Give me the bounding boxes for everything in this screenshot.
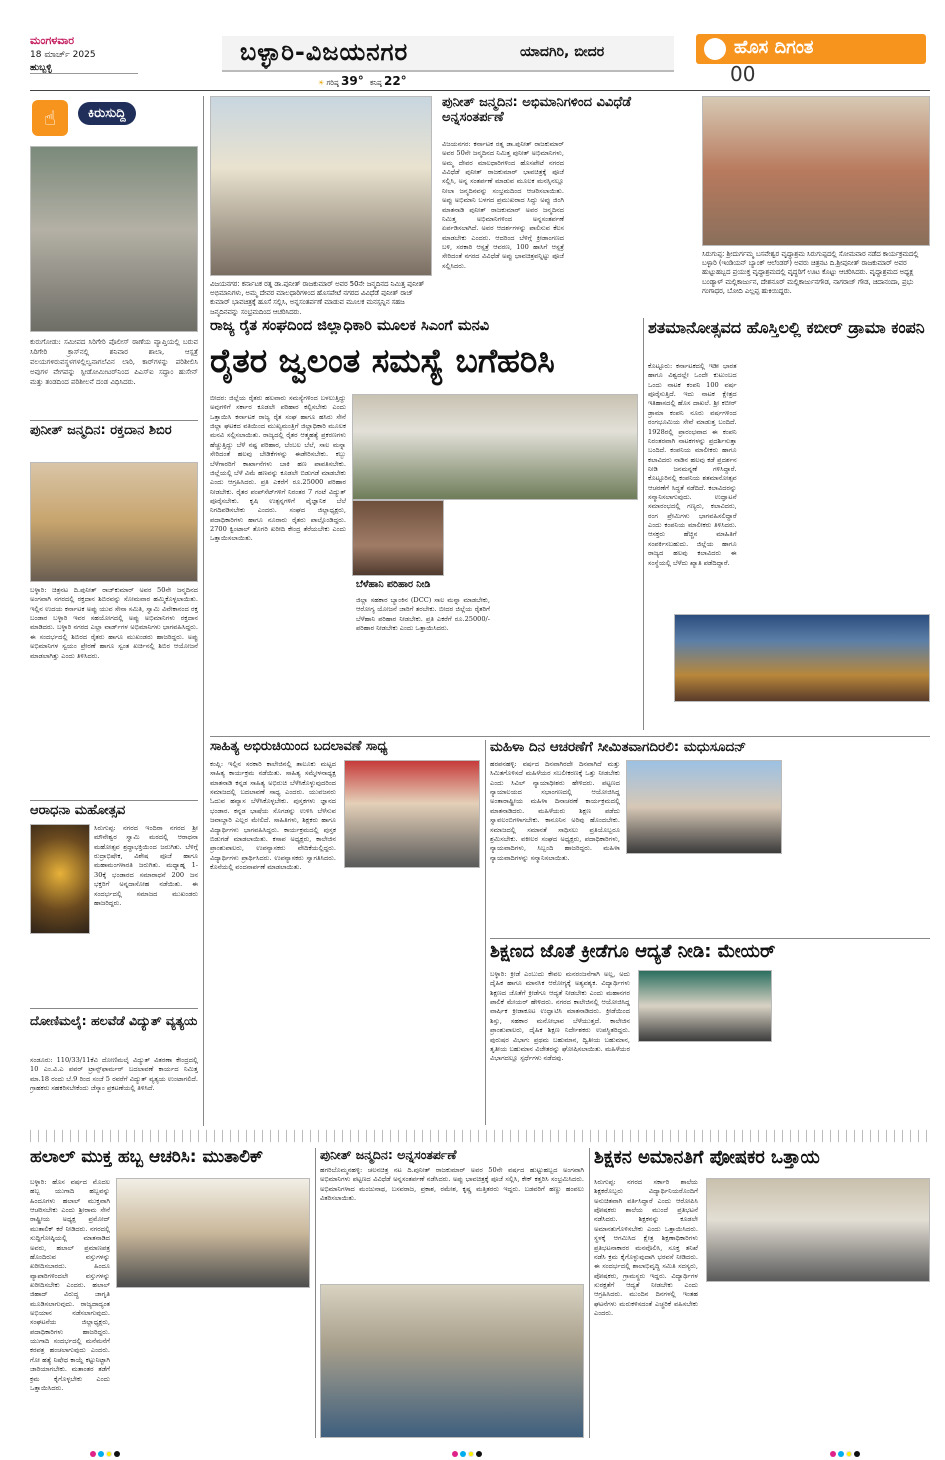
registration-dot-cyan: [460, 1451, 466, 1457]
farmers-headline: ರೈತರ ಜ್ವಲಂತ ಸಮಸ್ಯೆ ಬಗೆಹರಿಸಿ: [210, 341, 555, 380]
brief-photo-blood: [30, 462, 198, 582]
masthead-subtitle: ಯಾದಗಿರಿ, ಬೀದರ: [520, 44, 605, 60]
registration-dot-yellow: [468, 1451, 474, 1457]
mahila-body-col3: [790, 760, 930, 935]
brief-story4: ಸಂಡೂರು: 110/33/11ಕೆವಿ ದೋಣಿಮಲೈ ವಿದ್ಯುತ್ ವಿತರಣಾ ಕೇಂದ್ರದಲ್ಲಿ 10 ಎಂ.ವಿ.ಎ ಪವರ್ ಟ್ರಾನ್ಸ್‌ಫಾರ್ಮರ್ ಬದಲಾವಣೆ ಕಾರ್ಯದ ನಿಮಿತ್ತ ಮಾ.18 ರಂದು ಬೆ.9 ರಿಂದ ಸಂಜೆ 5 ರವರೆಗೆ ವಿದ್ಯುತ್ ವ್ಯತ್ಯಯ ಉಂಟಾಗಲಿದೆ. ಗ್ರಾಹಕರು ಸಹಕರಿಸಬೇಕೆಂದು ಜೆಸ್ಕಾಂ ಪ್ರಕಟಣೆಯಲ್ಲಿ ತಿಳಿಸಿದೆ.: [30, 1056, 198, 1093]
hand-pointing-icon: ☝: [32, 100, 68, 136]
paper-name: ಹೊಸ ದಿಗಂತ: [734, 37, 814, 58]
puneeth-bottom-headline: ಪುನೀತ್ ಜನ್ಮದಿನ: ಅನ್ನಸಂತರ್ಪಣೆ: [320, 1147, 457, 1162]
halal-headline: ಹಲಾಲ್ ಮುಕ್ತ ಹಬ್ಬ ಆಚರಿಸಿ: ಮುತಾಲಿಕ್: [30, 1147, 264, 1167]
mid-rule: [210, 736, 930, 737]
registration-dot-black: [114, 1451, 120, 1457]
registration-dot-yellow: [846, 1451, 852, 1457]
farmers-kicker: ರಾಜ್ಯ ರೈತ ಸಂಘದಿಂದ ಜಿಲ್ಲಾಧಿಕಾರಿ ಮೂಲಕ ಸಿಎಂಗೆ ಮನವಿ: [210, 318, 490, 334]
sports-body-col3: [780, 970, 930, 1125]
masthead-rule: [30, 90, 930, 91]
sahitya-rule: [485, 740, 486, 1125]
weather-min-label: ಕನಿಷ್ಠ: [369, 79, 382, 87]
oldage-home-caption: ಸಿರುಗುಪ್ಪ: ಶ್ರೀದುರ್ಗಮ್ಮ ಬಸವೇಶ್ವರ ವೃದ್ಧಾಶ್ರಮ ಸಿರುಗುಪ್ಪದಲ್ಲಿ ಸೋಮವಾರ ನಡೆದ ಕಾರ್ಯಕ್ರಮದಲ್ಲಿ ಬಳ್ಳಾರಿ (ಇಂಡಿಯನ್ ಬ್ಯಾಂಕ್ ಆಲೆಂಡರ್) ಅವರು ಚಿತ್ರನಟ ದಿ.ಶ್ರೀಪುನೀತ್ ರಾಜಕುಮಾರ್ ಅವರ ಹುಟ್ಟುಹಬ್ಬದ ಪ್ರಯುಕ್ತ ವೃದ್ಧಾಶ್ರಮದಲ್ಲಿ ವೃದ್ಧರಿಗೆ ಊಟ ಕೊಟ್ಟು ಆಚರಿಸಿದರು. ವೃದ್ಧಾಶ್ರಮದ ಅಧ್ಯಕ್ಷ ಬಂಡ್ಯಾಳ್ ಮಲ್ಲಿಕಾರ್ಜುನ, ದೇಶನೂರ್ ಮಲ್ಲಿಕಾರ್ಜುನಗೌಡ, ನಾಗರಾಜ್ ಗೌಡ, ಚಿದಾನಂದಾ, ಪ್ರಭು ಗಂಗಾಧರ, ಬೋದಿ ಎಲ್ಲಪ್ಪ ಹುಕಿಯಿದ್ದರು.: [702, 250, 919, 295]
brief-column: [30, 96, 198, 1126]
puneeth-bottom-body: ಹಗರಿಬೊಮ್ಮನಹಳ್ಳಿ: ಚಲನಚಿತ್ರ ನಟ ದಿ.ಪುನೀತ್ ರಾಜಕುಮಾರ್ ಅವರ 50ನೇ ವರ್ಷದ ಹುಟ್ಟುಹಬ್ಬದ ಅಂಗವಾಗಿ ಅಭಿಮಾನಿಗಳು ಪಟ್ಟಣದ ವಿವಿಧೆಡೆ ಅನ್ನಸಂತರ್ಪಣೆ ನಡೆಸಿದರು. ಅಪ್ಪು ಭಾವಚಿತ್ರಕ್ಕೆ ಪೂಜೆ ಸಲ್ಲಿಸಿ, ಕೇಕ್ ಕತ್ತರಿಸಿ ಸಂಭ್ರಮಿಸಿದರು. ಅಭಿಮಾನಿಗಳಾದ ಮಂಜುನಾಥ, ಬಸವರಾಜ, ಪ್ರಕಾಶ, ರಮೇಶ, ಕೃಷ್ಣ ಮತ್ತಿತರರು ಇದ್ದರು. ಬಡವರಿಗೆ ಹಣ್ಣು ಹಂಪಲು ವಿತರಿಸಲಾಯಿತು.: [320, 1166, 584, 1203]
kabir-headline: ಶತಮಾನೋತ್ಸವದ ಹೊಸ್ತಿಲಲ್ಲಿ ಕಬೀರ್ ಡ್ರಾಮಾ ಕಂಪನಿ: [648, 318, 925, 337]
mahila-story: [490, 740, 930, 935]
kabir-story: [648, 318, 930, 730]
brief-story4-heading: ದೋಣಿಮಲೈ: ಹಲವೆಡೆ ವಿದ್ಯುತ್ ವ್ಯತ್ಯಯ: [30, 1013, 198, 1028]
weather-max-label: ಗರಿಷ್ಠ: [326, 79, 339, 87]
farmers-subbody: ಜಿಲ್ಲಾ ಸಹಕಾರ ಬ್ಯಾಂಕಿನ (DCC) ಸಾಲ ಮನ್ನಾ ಮಾಡಬೇಕು, ಆರೋಗ್ಯ ಯೋಜನೆ ಜಾರಿಗೆ ತರಬೇಕು. ಬೀದರ ಜಿಲ್ಲೆಯ ರೈತರಿಗೆ ಬೆಳೆಹಾನಿ ಪರಿಹಾರ ನೀಡಬೇಕು. ಪ್ರತಿ ಎಕರೆಗೆ ರೂ.25000/- ಪರಿಹಾರ ನೀಡಬೇಕು ಎಂದು ಒತ್ತಾಯಿಸಿದರು.: [356, 596, 490, 633]
masthead: [0, 0, 945, 88]
brief-story3-heading: ಆರಾಧನಾ ಮಹೋತ್ಸವ: [30, 803, 126, 818]
brief-story3: ಸಿರುಗುಪ್ಪ: ನಗರದ ಇಂದಿರಾ ನಗರದ ಶ್ರೀ ಮೌನೇಶ್ವರ ಸ್ವಾಮಿ ಮಠದಲ್ಲಿ ಆರಾಧನಾ ಮಹೋತ್ಸವ ಶ್ರದ್ಧಾಭಕ್ತಿಯಿಂದ ಜರುಗಿತು. ಬೆಳಿಗ್ಗೆ ರುದ್ರಾಭಿಷೇಕ, ವಿಶೇಷ ಪೂಜೆ ಹಾಗೂ ಮಹಾಮಂಗಳಾರತಿ ಜರುಗಿತು. ಮಧ್ಯಾಹ್ನ 1-30ಕ್ಕೆ ಭಂಡಾರದ ಸಮಾರಾಧನೆ 200 ಜನ ಭಕ್ತರಿಗೆ ಅನ್ನದಾಸೋಹ ನಡೆಯಿತು. ಈ ಸಂದರ್ಭದಲ್ಲಿ ಸಮಾಜದ ಮುಖಂಡರು ಹಾಜರಿದ್ದರು.: [94, 824, 198, 907]
sports-headline: ಶಿಕ್ಷಣದ ಜೊತೆ ಕ್ರೀಡೆಗೂ ಆದ್ಯತೆ ನೀಡಿ: ಮೇಯರ್: [490, 941, 776, 962]
puneeth-tribute-caption: ವಿಜಯನಗರ: ಕರ್ನಾಟಕ ರತ್ನ ಡಾ.ಪುನೀತ್ ರಾಜಕುಮಾರ್ ಅವರ 50ನೇ ಜನ್ಮದಿನದ ನಿಮಿತ್ತ ಪುನೀತ್ ಅಭಿಮಾನಿಗಳು, ಅಮ್ಮ ದೇವರ ಮಾಲಧಾರಿಗಳಿಂದ ಹೊಸಪೇಟೆ ನಗರದ ವಿವಿಧೆಡೆ ಪುನೀತ್ ರಾಜ್ ಕುಮಾರ್ ಭಾವಚಿತ್ರಕ್ಕೆ ಹೂಸೆ ಸಲ್ಲಿಸಿ, ಅನ್ನಸಂತರ್ಪಣೆ ಮಾಡುವ ಮೂಲಕ ಮನಸ್ಸನ್ನಿನ ಸಹಜ ಜನ್ಮದಿನವನ್ನು ಸಂಭ್ರಮದಿಂದ ಆಚರಿಸಿದರು.: [210, 280, 425, 316]
sahitya-story: [210, 740, 480, 1125]
teacher-body: ಸಿರುಗುಪ್ಪ: ನಗರದ ಸರ್ಕಾರಿ ಶಾಲೆಯ ಶಿಕ್ಷಕರೊಬ್ಬರು ವಿದ್ಯಾರ್ಥಿನಿಯರೊಂದಿಗೆ ಅನುಚಿತವಾಗಿ ವರ್ತಿಸಿದ್ದಾರೆ ಎಂದು ಆರೋಪಿಸಿ ಪೋಷಕರು ಶಾಲೆಯ ಮುಂದೆ ಪ್ರತಿಭಟನೆ ನಡೆಸಿದರು. ಶಿಕ್ಷಕನನ್ನು ಕೂಡಲೇ ಅಮಾನತುಗೊಳಿಸಬೇಕು ಎಂದು ಒತ್ತಾಯಿಸಿದರು. ಸ್ಥಳಕ್ಕೆ ಆಗಮಿಸಿದ ಕ್ಷೇತ್ರ ಶಿಕ್ಷಣಾಧಿಕಾರಿಗಳು ಪ್ರತಿಭಟನಾಕಾರರ ಮನವೊಲಿಸಿ, ಸೂಕ್ತ ತನಿಖೆ ನಡೆಸಿ ಕ್ರಮ ಕೈಗೊಳ್ಳುವುದಾಗಿ ಭರವಸೆ ನೀಡಿದರು. ಈ ಸಂದರ್ಭದಲ್ಲಿ ಶಾಲಾಭಿವೃದ್ಧಿ ಸಮಿತಿ ಸದಸ್ಯರು, ಪೋಷಕರು, ಗ್ರಾಮಸ್ಥರು ಇದ್ದರು. ವಿದ್ಯಾರ್ಥಿಗಳ ಸುರಕ್ಷತೆಗೆ ಆದ್ಯತೆ ನೀಡಬೇಕು ಎಂದು ಆಗ್ರಹಿಸಿದರು. ಮುಂದಿನ ದಿನಗಳಲ್ಲಿ ಇಂತಹ ಘಟನೆಗಳು ಮರುಕಳಿಸದಂತೆ ಎಚ್ಚರಿಕೆ ವಹಿಸಬೇಕು ಎಂದರು.: [594, 1178, 698, 1318]
registration-dot-black: [854, 1451, 860, 1457]
sun-icon: ☀: [318, 79, 325, 87]
brief-divider-1: [30, 420, 198, 421]
weather-max: 39°: [341, 74, 364, 88]
teacher-body-col2: [706, 1288, 814, 1438]
sahitya-photo: [344, 760, 480, 868]
registration-dot-cyan: [838, 1451, 844, 1457]
registration-dot-cyan: [98, 1451, 104, 1457]
halal-body-col2: [116, 1294, 310, 1438]
brief-story1: ಕುರುಗೋಡು: ಸಮೀಪದ ಸಿರಿಗೇರಿ ಪೊಲೀಸ್ ಠಾಣೆಯ ವ್ಯಾಪ್ತಿಯಲ್ಲಿ ಬರುವ ಸಿರಿಗೇರಿ ಕ್ರಾಸ್‌ನಲ್ಲಿ ಶನಿವಾರ ಶಾಲಾ, ಆಸ್ಪತ್ರೆ ವಲಯಗಳಿರುವಸ್ಥಳಗಳಲ್ಲಿಲ್ವನಾಗಲೆವಿನ ಲಾರಿ, ಕಾರ್‌ಗಳನ್ನು ಪರಿಶೀಲಿಸಿ ಅವುಗಳ ವೇಗವನ್ನು ಸ್ಪೀಡೋಮೀಟರ್‌ನಿಂದ ಪಿಎಸ್‌ಐ ಸದ್ದಾಂ ಹುಸೇನ್ ಮತ್ತು ತಂಡದಿಂದ ಪರಿಶೀಲನೆ ದಂಡ ವಿಧಿಸಿದರು.: [30, 338, 198, 386]
sports-story: [490, 942, 930, 1125]
puneeth-story: [442, 96, 694, 352]
sports-rule: [490, 938, 930, 939]
footer-dots-mid: [452, 1442, 484, 1452]
mahila-photo: [626, 760, 782, 854]
sahitya-headline: ಸಾಹಿತ್ಯ ಅಭಿರುಚಿಯಿಂದ ಬದಲಾವಣೆ ಸಾಧ್ಯ: [210, 739, 388, 754]
masthead-city: ಹುಬ್ಬಳ್ಳಿ: [30, 63, 52, 73]
kabir-photo: [674, 614, 930, 702]
logo-emblem-icon: [704, 38, 726, 60]
puneeth-bottom-rule: [589, 1148, 590, 1438]
puneeth-tribute-photo: [210, 96, 432, 276]
masthead-date: 18 ಮಾರ್ಚ್ 2025: [30, 50, 96, 60]
brief-heading: ಕಿರುಸುದ್ದಿ: [78, 102, 136, 125]
puneeth-body: ವಿಜಯನಗರ: ಕರ್ನಾಟಕ ರತ್ನ ಡಾ.ಪುನೀತ್ ರಾಜಕುಮಾರ್ ಅವರ 50ನೇ ಜನ್ಮದಿನದ ನಿಮಿತ್ತ ಪುನೀತ್ ಅಭಿಮಾನಿಗಳು, ಅಮ್ಮ ದೇವರ ಮಾಲಧಾರಿಗಳಿಂದ ಹೊಸಪೇಟೆ ನಗರದ ವಿವಿಧೆಡೆ ಪುನೀತ್ ರಾಜಕುಮಾರ್ ಭಾವಚಿತ್ರಕ್ಕೆ ಪೂಜೆ ಸಲ್ಲಿಸಿ, ಅನ್ನ ಸಂತರ್ಪಣೆ ಮಾಡುವ ಮೂಲಕ ಮನಸ್ಸಿನಲ್ಲೂ ನೀಲಾ ಜನ್ಮದಿನವನ್ನು ಸಂಭ್ರಮದಿಂದ ಆಚರಿಸಲಾಯಿತು. ಅಪ್ಪು ಅಭಿಮಾನಿ ಬಳಗದ ಪ್ರಮುಖರಾದ ಸಿದ್ದು ಅಪ್ಪು ಜಿಂಗಿ ಮಾತನಾಡಿ ಪುನೀತ್ ರಾಜಕುಮಾರ್ ಅವರ ಜನ್ಮದಿನದ ನಿಮಿತ್ತ ಅಭಿಮಾನಿಗಳಿಂದ ಅನ್ನಸಂತರ್ಪಣೆ ಏರ್ಪಡಿಸಲಾಗಿದೆ. ಅವರ ಆದರ್ಶಗಳನ್ನು ಪಾಲಿಸುವ ಕೆಲಸ ಮಾಡಬೇಕು ಎಂದರು. ಆದರಿಂದ ಬೆಳಿಗ್ಗೆ ಕ್ರೀಡಾಂಗಣದ ಬಳಿ, ಸರಕಾರಿ ಆಸ್ಪತ್ರೆ ಆವರಣ, 100 ಹಾಸಿಗೆ ಆಸ್ಪತ್ರೆ ಸೇರಿದಂತೆ ನಗರದ ವಿವಿಧೆಡೆ ಅಪ್ಪು ಭಾವಚಿತ್ರವನ್ನಿಟ್ಟು ಪೂಜೆ ಸಲ್ಲಿಸಿದರು.: [442, 140, 564, 270]
kabir-body: ಕೊಟ್ಟೂರು: ಕರ್ನಾಟಕದಲ್ಲಿ ಇಡೀ ಭಾರತ ಹಾಗೂ ವಿಶ್ವದಲ್ಲೇ ಒಂದೇ ಕುಟುಂಬದ ಒಂದು ನಾಟಕ ಕಂಪನಿ 100 ವರ್ಷ ಪೂರೈಸುತ್ತಿದೆ. ಇದು ನಾಟಕ ಕ್ಷೇತ್ರದ ಇತಿಹಾಸದಲ್ಲಿ ಹೊಸ ದಾಖಲೆ. ಶ್ರೀ ಕಬೀರ್ ಡ್ರಾಮಾ ಕಂಪನಿ ನೂರು ವರ್ಷಗಳಿಂದ ರಂಗಭೂಮಿಯ ಸೇವೆ ಮಾಡುತ್ತ ಬಂದಿದೆ. 1928ರಲ್ಲಿ ಪ್ರಾರಂಭವಾದ ಈ ಕಂಪನಿ ನಿರಂತರವಾಗಿ ನಾಟಕಗಳನ್ನು ಪ್ರದರ್ಶಿಸುತ್ತಾ ಬಂದಿದೆ. ಕಂಪನಿಯ ಮಾಲೀಕರು ಹಾಗೂ ಕಲಾವಿದರು ನಾಡಿನ ಹಲವು ಕಡೆ ಪ್ರದರ್ಶನ ನೀಡಿ ಜನಮನ್ನಣೆ ಗಳಿಸಿದ್ದಾರೆ. ಕೊಟ್ಟೂರಿನಲ್ಲಿ ಕಂಪನಿಯ ಶತಮಾನೋತ್ಸವ ಆಚರಣೆಗೆ ಸಿದ್ಧತೆ ನಡೆದಿದೆ. ಕಲಾವಿದರನ್ನು ಸನ್ಮಾನಿಸಲಾಗುವುದು. ಉದ್ಘಾಟನೆ ಸಮಾರಂಭದಲ್ಲಿ ಗಣ್ಯರು, ಕಲಾವಿದರು, ರಂಗ ಪ್ರೇಮಿಗಳು ಭಾಗವಹಿಸಲಿದ್ದಾರೆ ಎಂದು ಕಂಪನಿಯ ಮಾಲೀಕರು ತಿಳಿಸಿದರು. ಆಸಕ್ತರು ಹೆಚ್ಚಿನ ಮಾಹಿತಿಗೆ ಸಂಪರ್ಕಿಸಬಹುದು. ಜಿಲ್ಲೆಯ ಹಾಗೂ ರಾಜ್ಯದ ಹಲವು ಕಲಾವಿದರು ಈ ಸಂಸ್ಥೆಯಲ್ಲಿ ಬೆಳೆದು ಖ್ಯಾತಿ ಪಡೆದಿದ್ದಾರೆ.: [648, 362, 737, 567]
teacher-story: [594, 1148, 930, 1438]
sports-photo: [638, 970, 772, 1042]
brief-divider-3: [30, 1008, 198, 1009]
farmers-body: ಬೀದರ: ಜಿಲ್ಲೆಯ ರೈತರು ಹಲವಾರು ಸಮಸ್ಯೆಗಳಿಂದ ಬಳಲುತ್ತಿದ್ದು ಅವುಗಳಿಗೆ ಸರ್ಕಾರ ಕೂಡಲೇ ಪರಿಹಾರ ಕಲ್ಪಿಸಬೇಕು ಎಂದು ಒತ್ತಾಯಿಸಿ ಕರ್ನಾಟಕ ರಾಜ್ಯ ರೈತ ಸಂಘ ಹಾಗೂ ಹಸಿರು ಸೇನೆ ಜಿಲ್ಲಾ ಘಟಕದ ವತಿಯಿಂದ ಮುಖ್ಯಮಂತ್ರಿಗೆ ಜಿಲ್ಲಾಧಿಕಾರಿ ಮೂಲಕ ಮನವಿ ಸಲ್ಲಿಸಲಾಯಿತು. ರಾಜ್ಯದಲ್ಲಿ ರೈತರ ಆತ್ಮಹತ್ಯೆ ಪ್ರಕರಣಗಳು ಹೆಚ್ಚುತ್ತಿದ್ದು ಬೆಳೆ ನಷ್ಟ ಪರಿಹಾರ, ಬೆಂಬಲ ಬೆಲೆ, ಸಾಲ ಮನ್ನಾ ಸೇರಿದಂತೆ ಹಲವು ಬೇಡಿಕೆಗಳನ್ನು ಈಡೇರಿಸಬೇಕು. ಕಬ್ಬು ಬೆಳೆಗಾರರಿಗೆ ಕಾರ್ಖಾನೆಗಳು ಬಾಕಿ ಹಣ ಪಾವತಿಸಬೇಕು. ಜಿಲ್ಲೆಯಲ್ಲಿ ಬೆಳೆ ವಿಮೆ ಹಣವನ್ನು ಕೂಡಲೇ ಬಿಡುಗಡೆ ಮಾಡಬೇಕು ಎಂದು ಆಗ್ರಹಿಸಿದರು. ಪ್ರತಿ ಎಕರೆಗೆ ರೂ.25000 ಪರಿಹಾರ ನೀಡಬೇಕು. ರೈತರ ಪಂಪ್‌ಸೆಟ್‌ಗಳಿಗೆ ನಿರಂತರ 7 ಗಂಟೆ ವಿದ್ಯುತ್ ಪೂರೈಸಬೇಕು. ಕೃಷಿ ಉತ್ಪನ್ನಗಳಿಗೆ ವೈಜ್ಞಾನಿಕ ಬೆಲೆ ನಿಗದಿಪಡಿಸಬೇಕು ಎಂದರು. ಸಂಘದ ಜಿಲ್ಲಾಧ್ಯಕ್ಷರು, ಪದಾಧಿಕಾರಿಗಳು ಹಾಗೂ ನೂರಾರು ರೈತರು ಪಾಲ್ಗೊಂಡಿದ್ದರು. 2700 ಕ್ವಿಂಟಾಲ್ ತೊಗರಿ ಖರೀದಿ ಕೇಂದ್ರ ತೆರೆಯಬೇಕು ಎಂದು ಒತ್ತಾಯಿಸಲಾಯಿತು.: [210, 394, 346, 543]
halal-body: ಬಳ್ಳಾರಿ: ಹೊಸ ವರ್ಷದ ಮೊದಲ ಹಬ್ಬ ಯುಗಾದಿ ಹಬ್ಬವನ್ನು ಹಿಂದೂಗಳು ಹಲಾಲ್ ಮುಕ್ತವಾಗಿ ಆಚರಿಸಬೇಕು ಎಂದು ಶ್ರೀರಾಮ ಸೇನೆ ರಾಷ್ಟ್ರೀಯ ಅಧ್ಯಕ್ಷ ಪ್ರಮೋದ್ ಮುತಾಲಿಕ್ ಕರೆ ನೀಡಿದರು. ನಗರದಲ್ಲಿ ಸುದ್ದಿಗೋಷ್ಠಿಯಲ್ಲಿ ಮಾತನಾಡಿದ ಅವರು, ಹಲಾಲ್ ಪ್ರಮಾಣಪತ್ರ ಹೊಂದಿರುವ ವಸ್ತುಗಳನ್ನು ಖರೀದಿಸಬಾರದು. ಹಿಂದೂ ವ್ಯಾಪಾರಿಗಳಿಂದಲೇ ವಸ್ತುಗಳನ್ನು ಖರೀದಿಸಬೇಕು ಎಂದರು. ಹಲಾಲ್ ಜಿಹಾದ್ ವಿರುದ್ಧ ಜಾಗೃತಿ ಮೂಡಿಸಲಾಗುವುದು. ರಾಜ್ಯದಾದ್ಯಂತ ಅಭಿಯಾನ ನಡೆಸಲಾಗುವುದು. ಸಂಘಟನೆಯ ಜಿಲ್ಲಾಧ್ಯಕ್ಷರು, ಪದಾಧಿಕಾರಿಗಳು ಹಾಜರಿದ್ದರು. ಯುಗಾದಿ ಸಂದರ್ಭದಲ್ಲಿ ಮನೆಮನೆಗೆ ಕರಪತ್ರ ಹಂಚಲಾಗುವುದು ಎಂದರು. ಗೋ ಹತ್ಯೆ ನಿಷೇಧ ಕಾಯ್ದೆ ಕಟ್ಟುನಿಟ್ಟಾಗಿ ಜಾರಿಯಾಗಬೇಕು. ಮತಾಂತರ ತಡೆಗೆ ಕ್ರಮ ಕೈಗೊಳ್ಳಬೇಕು ಎಂದು ಒತ್ತಾಯಿಸಿದರು.: [30, 1178, 110, 1392]
farmers-rule: [643, 318, 644, 730]
sports-body-col2: [638, 1046, 772, 1125]
mahila-headline: ಮಹಿಳಾ ದಿನ ಆಚರಣೆಗೆ ಸೀಮಿತವಾಗದಿರಲಿ: ಮಧುಸೂದನ್: [490, 739, 747, 755]
brief-photo-deity: [30, 824, 90, 934]
farmers-subheading: ಬೆಳೆಹಾನಿ ಪರಿಹಾರ ನೀಡಿ: [356, 579, 431, 590]
page-number: 00: [730, 62, 756, 86]
masthead-day: ಮಂಗಳವಾರ: [30, 34, 75, 47]
left-column-rule: [203, 96, 204, 1126]
brief-divider-2: [30, 800, 198, 801]
sahitya-body-col2: [344, 872, 480, 1125]
brief-story2-heading: ಪುನೀತ್ ಜನ್ಮದಿನ: ರಕ್ತದಾನ ಶಿಬಿರ: [30, 423, 172, 438]
teacher-photo: [706, 1178, 930, 1282]
footer-dots-right: [830, 1442, 862, 1452]
halal-story: [30, 1148, 310, 1438]
farmers-body-col3: [498, 580, 638, 730]
farmers-photo: [352, 394, 638, 500]
masthead-title: ಬಳ್ಳಾರಿ-ವಿಜಯನಗರ: [240, 38, 409, 66]
teacher-body-col3: [822, 1288, 930, 1438]
sports-body: ಬಳ್ಳಾರಿ: ಕ್ರೀಡೆ ಎಂಬುದು ಕೇವಲ ಮನರಂಜನೆಗಾಗಿ ಅಲ್ಲ, ಅದು ದೈಹಿಕ ಹಾಗೂ ಮಾನಸಿಕ ಆರೋಗ್ಯಕ್ಕೆ ಅತ್ಯವಶ್ಯಕ. ವಿದ್ಯಾರ್ಥಿಗಳು ಶಿಕ್ಷಣದ ಜೊತೆಗೆ ಕ್ರೀಡೆಗೂ ಆದ್ಯತೆ ನೀಡಬೇಕು ಎಂದು ಮಹಾನಗರ ಪಾಲಿಕೆ ಮೇಯರ್ ಹೇಳಿದರು. ನಗರದ ಕಾಲೇಜಿನಲ್ಲಿ ಆಯೋಜಿಸಿದ್ದ ವಾರ್ಷಿಕ ಕ್ರೀಡಾಕೂಟ ಉದ್ಘಾಟಿಸಿ ಮಾತನಾಡಿದರು. ಕ್ರೀಡೆಯಿಂದ ಶಿಸ್ತು, ಸಹಕಾರ ಮನೋಭಾವ ಬೆಳೆಯುತ್ತದೆ. ಕಾಲೇಜಿನ ಪ್ರಾಂಶುಪಾಲರು, ದೈಹಿಕ ಶಿಕ್ಷಣ ನಿರ್ದೇಶಕರು ಉಪಸ್ಥಿತರಿದ್ದರು. ಪುರುಷರ ವಿಭಾಗ: ಪ್ರಥಮ ಬಹುಮಾನ, ದ್ವಿತೀಯ ಬಹುಮಾನ, ತೃತೀಯ ಬಹುಮಾನ ವಿಜೇತರನ್ನು ಘೋಷಿಸಲಾಯಿತು. ಮಹಿಳೆಯರ ವಿಭಾಗದಲ್ಲೂ ಸ್ಪರ್ಧೆಗಳು ನಡೆದವು.: [490, 970, 630, 1063]
brief-header: [30, 96, 198, 140]
oldage-home-photo: [702, 96, 930, 246]
masthead-date-box: [30, 34, 138, 74]
puneeth-bottom-photo: [320, 1284, 584, 1438]
registration-dot-magenta: [830, 1451, 836, 1457]
farmers-inset-photo: [352, 500, 444, 576]
brief-story2: ಬಳ್ಳಾರಿ: ಚಿತ್ರನಟ ದಿ.ಪುನೀತ್ ರಾಜ್‌ಕುಮಾರ್ ಅವರ 50ನೇ ಜನ್ಮದಿನದ ಅಂಗವಾಗಿ ನಗರದಲ್ಲಿ ರಕ್ತದಾನ ಶಿಬಿರವನ್ನು ಸೋಮವಾರ ಹಮ್ಮಿಕೊಳ್ಳಲಾಯಿತು. ಇಲ್ಲಿನ ಉದಯ ಕರ್ನಾಟಕ ಅಪ್ಪು ಯುವ ಸೇನಾ ಸಮಿತಿ, ಸ್ವಾಮಿ ವಿವೇಕಾನಂದ ರಕ್ತ ಬಂಡಾರ ಬಳ್ಳಾರಿ ಇವರ ಸಹಯೋಗದಲ್ಲಿ ಅಪ್ಪು ಅಭಿಮಾನಿಗಳು ರಕ್ತದಾನ ಮಾಡಿದರು. ಬಳ್ಳಾರಿ ನಗರದ ಎಲ್ಲಾ ವಾರ್ಡ್‌ಗಳ ಅಭಿಮಾನಿಗಳು ಭಾಗವಹಿಸಿದ್ದರು. ಈ ಸಂದರ್ಭದಲ್ಲಿ ಶಿಬಿರದ ರೈತರು ಹಾಗೂ ಮುಖಂಡರು ಹಾಜರಿದ್ದರು. ಅಪ್ಪು ಅಭಿಮಾನಿಗಳ ಸ್ವಯಂ ಪ್ರೇರಣೆ ಹಾಗೂ ಸ್ವಂತ ಖರ್ಚಿನಲ್ಲಿ ಶಿಬಿರ ಆಯೋಜನೆ ಮಾಡಲಾಗಿತ್ತು ಎಂದು ತಿಳಿಸಿದರು.: [30, 586, 198, 660]
registration-dot-black: [476, 1451, 482, 1457]
paper-logo: [696, 34, 926, 64]
registration-dot-yellow: [106, 1451, 112, 1457]
masthead-title-bar: [222, 36, 674, 72]
halal-photo: [116, 1178, 310, 1288]
farmers-story: [210, 318, 638, 730]
footer-dots-left: [90, 1442, 122, 1452]
registration-dot-magenta: [452, 1451, 458, 1457]
section-separator: [30, 1130, 930, 1142]
puneeth-headline: ಪುನೀತ್ ಜನ್ಮದಿನ: ಅಭಿಮಾನಿಗಳಿಂದ ವಿವಿಧೆಡೆ ಅನ್ನಸಂತರ್ಪಣೆ: [442, 95, 632, 125]
sahitya-body: ಕಂಪ್ಲಿ: ಇಲ್ಲಿನ ಸರಕಾರಿ ಕಾಲೇಜಿನಲ್ಲಿ ತಾಲೂಕು ಮಟ್ಟದ ಸಾಹಿತ್ಯ ಕಾರ್ಯಕ್ರಮ ನಡೆಯಿತು. ಸಾಹಿತ್ಯ ಸಮ್ಮೇಳನಾಧ್ಯಕ್ಷ ಮಾತನಾಡಿ ಕನ್ನಡ ಸಾಹಿತ್ಯ ಅಭಿರುಚಿ ಬೆಳೆಸಿಕೊಳ್ಳುವುದರಿಂದ ಸಮಾಜದಲ್ಲಿ ಬದಲಾವಣೆ ಸಾಧ್ಯ ಎಂದರು. ಯುವಜನರು ಓದುವ ಹವ್ಯಾಸ ಬೆಳೆಸಿಕೊಳ್ಳಬೇಕು. ಪುಸ್ತಕಗಳು ಜ್ಞಾನದ ಭಂಡಾರ. ಕನ್ನಡ ಭಾಷೆಯ ಸೊಗಡನ್ನು ಉಳಿಸಿ ಬೆಳೆಸುವ ಜವಾಬ್ದಾರಿ ಎಲ್ಲರ ಮೇಲಿದೆ. ಸಾಹಿತಿಗಳು, ಶಿಕ್ಷಕರು ಹಾಗೂ ವಿದ್ಯಾರ್ಥಿಗಳು ಭಾಗವಹಿಸಿದ್ದರು. ಕಾರ್ಯಕ್ರಮದಲ್ಲಿ ಪುಸ್ತಕ ಬಿಡುಗಡೆ ಮಾಡಲಾಯಿತು. ಕಸಾಪ ಅಧ್ಯಕ್ಷರು, ಕಾಲೇಜಿನ ಪ್ರಾಂಶುಪಾಲರು, ಉಪನ್ಯಾಸಕರು ವೇದಿಕೆಯಲ್ಲಿದ್ದರು. ವಿದ್ಯಾರ್ಥಿಗಳು ಪ್ರಾರ್ಥಿಸಿದರು. ಉಪನ್ಯಾಸಕರು ಸ್ವಾಗತಿಸಿದರು. ಕೊನೆಯಲ್ಲಿ ವಂದನಾರ್ಪಣೆ ಮಾಡಲಾಯಿತು.: [210, 760, 336, 871]
registration-dot-magenta: [90, 1451, 96, 1457]
mahila-body-col2: [626, 858, 782, 935]
mahila-body: ಹರಪನಹಳ್ಳಿ: ವರ್ಷದ ದಿನವಾಗಿರದೇ ದಿನವಾಗಿದೆ ಮತ್ತು ಸಿಮಿತಗೊಳಿಸದೆ ಮಹಿಳೆಯರ ಸಬಲೀಕರಣಕ್ಕೆ ಒತ್ತು ನೀಡಬೇಕು ಎಂದು ಸಿವಿಲ್ ನ್ಯಾಯಾಧೀಶರು ಹೇಳಿದರು. ಪಟ್ಟಣದ ನ್ಯಾಯಾಲಯದ ಸಭಾಂಗಣದಲ್ಲಿ ಆಯೋಜಿಸಿದ್ದ ಅಂತಾರಾಷ್ಟ್ರೀಯ ಮಹಿಳಾ ದಿನಾಚರಣೆ ಕಾರ್ಯಕ್ರಮದಲ್ಲಿ ಮಾತನಾಡಿದರು. ಮಹಿಳೆಯರು ಶಿಕ್ಷಣ ಪಡೆದು ಸ್ವಾವಲಂಬಿಗಳಾಗಬೇಕು. ಕಾನೂನಿನ ಅರಿವು ಹೊಂದಬೇಕು. ಸಮಾಜದಲ್ಲಿ ಸಮಾನತೆ ಸಾಧಿಸಲು ಪ್ರತಿಯೊಬ್ಬರೂ ಶ್ರಮಿಸಬೇಕು. ವಕೀಲರ ಸಂಘದ ಅಧ್ಯಕ್ಷರು, ಪದಾಧಿಕಾರಿಗಳು, ನ್ಯಾಯವಾದಿಗಳು, ಸಿಬ್ಬಂದಿ ಹಾಜರಿದ್ದರು. ಮಹಿಳಾ ನ್ಯಾಯವಾದಿಗಳನ್ನು ಸನ್ಮಾನಿಸಲಾಯಿತು.: [490, 760, 620, 862]
brief-photo-police: [30, 146, 198, 332]
weather-strip: [318, 74, 438, 88]
puneeth-bottom-story: [320, 1148, 584, 1438]
halal-rule: [315, 1148, 316, 1438]
weather-min: 22°: [383, 74, 407, 88]
teacher-headline: ಶಿಕ್ಷಕನ ಅಮಾನತಿಗೆ ಪೋಷಕರ ಒತ್ತಾಯ: [594, 1147, 820, 1168]
